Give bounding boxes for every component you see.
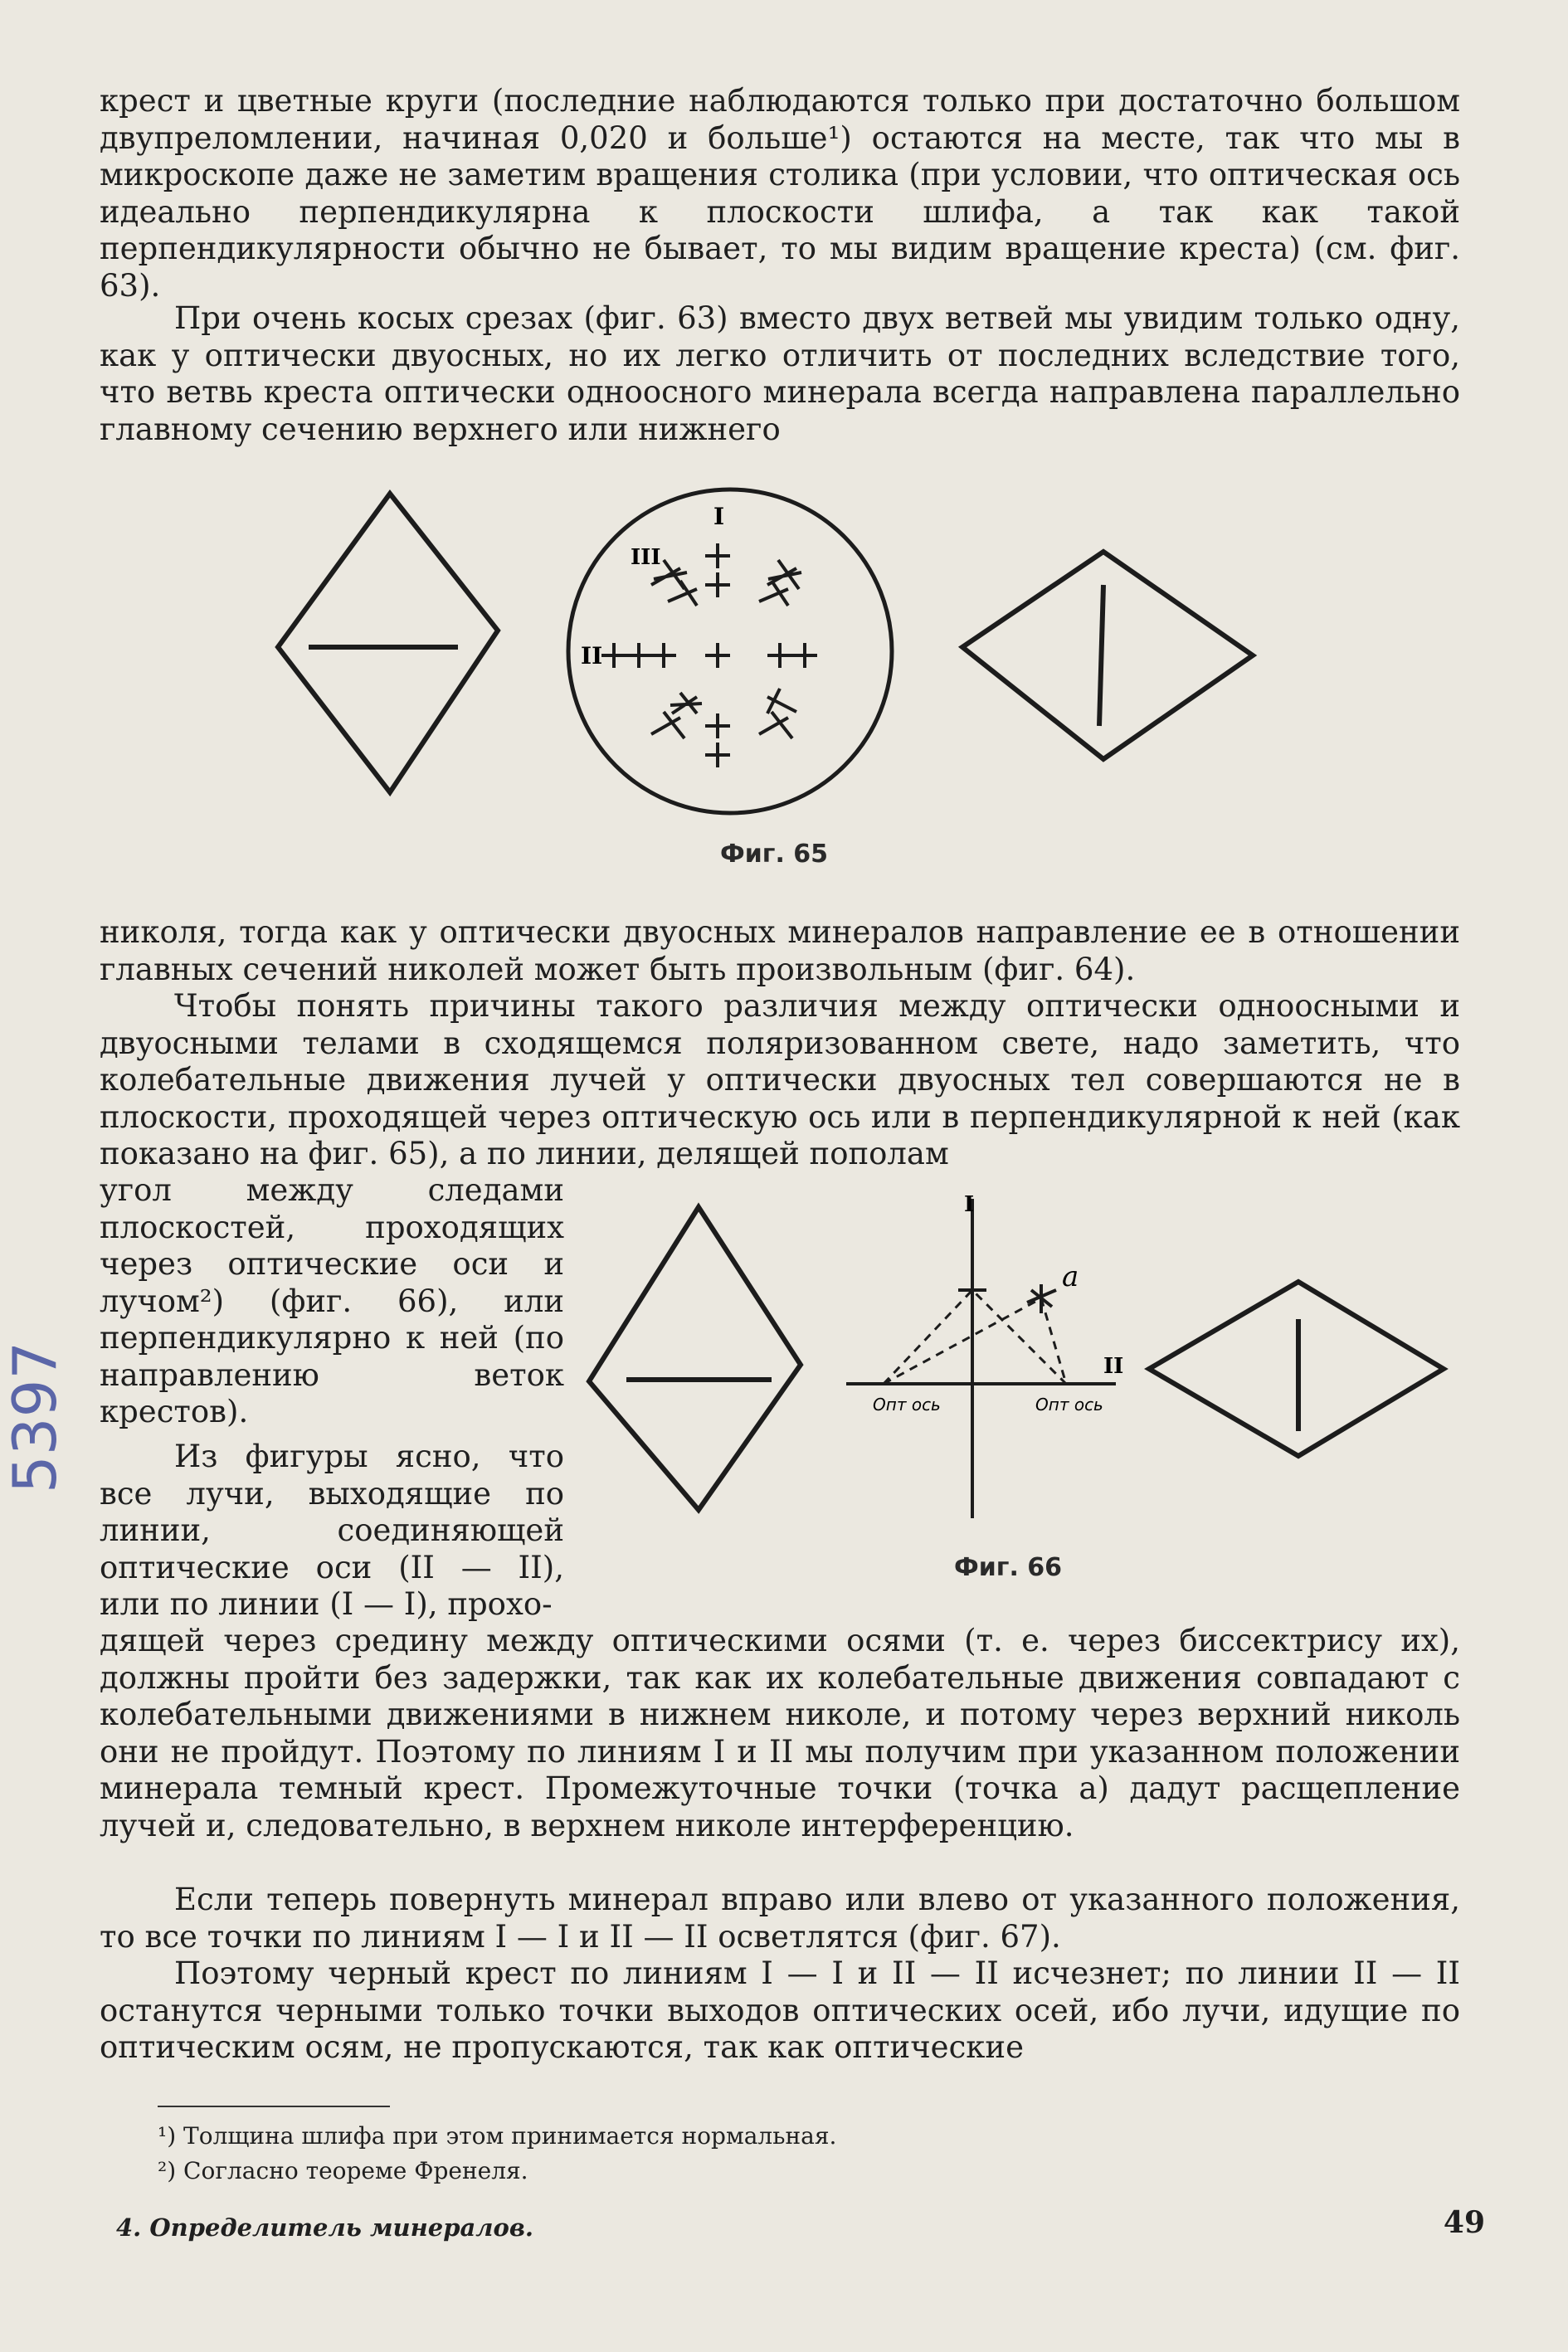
fig66-left-rhombus xyxy=(589,1207,801,1510)
paragraph-8: Если теперь повернуть минерал вправо или влево от указанного положения, то все точки по линиям I — I и II — II осветлятся (фиг. 67). xyxy=(100,1882,1460,1955)
fig65-circle xyxy=(568,489,892,813)
handwritten-margin-note: 5397 xyxy=(0,1341,70,1493)
footnote-1: ¹) Толщина шлифа при этом принимается нормальная. xyxy=(158,2122,837,2150)
fig65-right-rhombus xyxy=(962,552,1253,759)
figure-66 xyxy=(581,1195,1460,1527)
fig65-label-iii: III xyxy=(631,545,661,570)
footnote-2: ²) Согласно теореме Френеля. xyxy=(158,2157,528,2184)
fig65-label-i: I xyxy=(713,503,725,530)
fig66-label-opt-left: Опт ось xyxy=(873,1395,941,1415)
figure-65 xyxy=(265,481,1294,863)
footnote-rule xyxy=(158,2106,390,2107)
fig65-caption: Фиг. 65 xyxy=(720,840,829,869)
paragraph-4: Чтобы понять причины такого различия между оптически одноосными и двуосными телами в сходящемся поляризованном свете, надо заметить, что колебательные движения лучей у оптически двуосных тел совершаются не в плоскости, проходящей через оптическую ось или в перпендикулярной к ней (как показано на фиг. 65), а по линии, делящей пополам xyxy=(100,988,1460,1171)
fig66-caption: Фиг. 66 xyxy=(954,1553,1063,1582)
paragraph-2: При очень косых срезах (фиг. 63) вместо двух ветвей мы увидим только одну, как у оптически двуосных, но их легко отличить от последних вследствие того, что ветвь креста оптически одноосного минерала всегда направлена параллельно главному сечению верхнего или нижнего xyxy=(100,300,1460,447)
paragraph-7: дящей через средину между оптическими осями (т. е. через биссектрису их), должны пройти без задержки, так как их колебательные движения совпадают с колебательными движениями в нижнем николе, и потому через верхний николь они не пройдут. Поэтому по линиям I и II мы получим при указанном положении минерала темный крест. Промежуточные точки (точка a) дадут расщепление лучей и, следовательно, в верхнем николе интерференцию. xyxy=(100,1623,1460,1843)
fig65-label-ii: II xyxy=(581,642,603,670)
footer-title: 4. Определитель минералов. xyxy=(116,2213,533,2242)
paragraph-6: Из фигуры ясно, что все лучи, выходящие по линии, соединяющей оптические оси (II — II), или по линии (I — I), прохо- xyxy=(100,1439,564,1622)
page-number: 49 xyxy=(1443,2205,1485,2240)
fig65-left-rhombus xyxy=(278,494,498,792)
paragraph-9: Поэтому черный крест по линиям I — I и II — II исчезнет; по линии II — II останутся черными только точки выходов оптических осей, ибо лучи, идущие по оптическим осям, не пропускаются, так как оптические xyxy=(100,1955,1460,2065)
fig65-crosses xyxy=(601,543,817,767)
paragraph-3: николя, тогда как у оптически двуосных минералов направление ее в отношении главных сечений николей может быть произвольным (фиг. 64). xyxy=(100,914,1460,987)
fig66-label-i: I xyxy=(964,1195,975,1217)
paragraph-1: крест и цветные круги (последние наблюдаются только при достаточно большом двупреломлении, начиная 0,020 и больше¹) остаются на месте, так что мы в микроскопе даже не заметим вращения столика (при условии, что оптическая ось идеально перпендикулярна к плоскости шлифа, а так как такой перпендикулярности обычно не бывает, то мы видим вращение креста) (см. фиг. 63). xyxy=(100,83,1460,304)
paragraph-5: угол между следами плоскостей, проходящих через оптические оси и лучом²) (фиг. 66), или перпендикулярно к ней (по направлению веток крестов). xyxy=(100,1172,564,1429)
fig66-label-a: a xyxy=(1062,1260,1079,1293)
fig65-right-line xyxy=(1099,585,1103,726)
fig66-label-ii: II xyxy=(1103,1354,1124,1379)
fig66-label-opt-right: Опт ось xyxy=(1035,1395,1103,1415)
